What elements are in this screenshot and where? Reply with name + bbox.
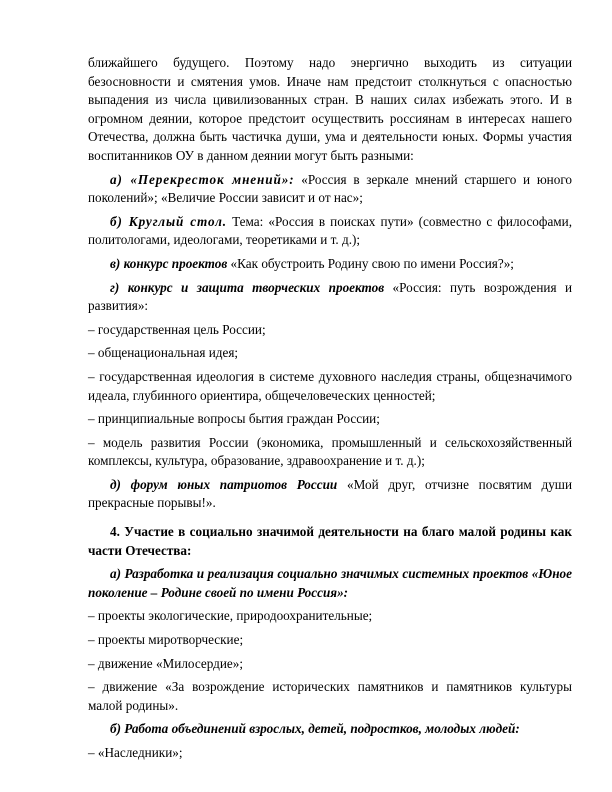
item-v-label: в) конкурс проектов xyxy=(110,255,228,271)
list-item: – движение «За возрождение исторических памятников и памятников культуры малой родины». xyxy=(88,679,572,713)
section-4-item-a: а) Разработка и реализация социально значимых системных проектов «Юное поколение – Родине своей по имени Россия»: xyxy=(88,566,572,600)
list-item: – государственная цель России; xyxy=(88,321,266,337)
list-item: – проекты миротворческие; xyxy=(88,632,244,648)
item-d-text: «Мой друг, отчизне посвятим души прекрасные порывы!». xyxy=(88,476,572,511)
item-b-text: Тема: «Россия в поисках пути» (совместно с философами, политологами, идеологами, теоретиками и т. д.); xyxy=(88,213,572,248)
list-item: – проекты экологические, природоохранительные; xyxy=(88,608,373,624)
item-b xyxy=(88,213,572,250)
item-b-label: б) Круглый стол. xyxy=(110,213,228,229)
list-item: – принципиальные вопросы бытия граждан России; xyxy=(88,411,380,427)
section-4-item-b: б) Работа объединений взрослых, детей, подростков, молодых людей: xyxy=(110,721,520,737)
section-4-heading: 4. Участие в социально значимой деятельности на благо малой родины как части Отечества: xyxy=(88,524,572,558)
list-item: – движение «Милосердие»; xyxy=(88,655,243,671)
item-v-text: «Как обустроить Родину свою по имени Россия?»; xyxy=(227,255,514,271)
list-item: – государственная идеология в системе духовного наследия страны, общезначимого идеала, глубинного ориентира, общечеловеческих ценностей; xyxy=(88,368,572,403)
intro-paragraph: ближайшего будущего. Поэтому надо энергично выходить из ситуации безосновности и смятения умов. Иначе нам предстоит столкнуться с опасностью выпадения из числа цивилизованных стран. В наших силах избежать этого. И в огромном деянии, которое предстоит осуществить россиянам в интересах нашего Отечества, должна быть частичка души, ума и деятельности юных. Формы участия воспитанников ОУ в данном деянии могут быть разными: xyxy=(88,55,572,163)
item-d xyxy=(88,476,572,513)
item-d-label: д) форум юных патриотов России xyxy=(110,476,338,492)
list-item: – модель развития России (экономика, промышленный и сельскохозяйственный комплексы, культура, образование, здравоохранение и т. д.); xyxy=(88,434,572,469)
item-a-label: а) «Перекресток мнений»: xyxy=(110,171,295,187)
list-item: – общенациональная идея; xyxy=(88,345,239,361)
item-g-label: г) конкурс и защита творческих проектов xyxy=(110,279,385,295)
item-a-text: «Россия в зеркале мнений старшего и юного поколений»; «Величие России зависит и от нас»; xyxy=(88,171,573,206)
list-item: – «Наследники»; xyxy=(88,745,183,760)
item-g xyxy=(88,279,572,316)
item-v xyxy=(88,255,572,274)
document-page xyxy=(88,54,572,763)
item-a xyxy=(88,171,572,208)
item-g-text: «Россия: путь возрождения и развития»: xyxy=(88,279,573,314)
